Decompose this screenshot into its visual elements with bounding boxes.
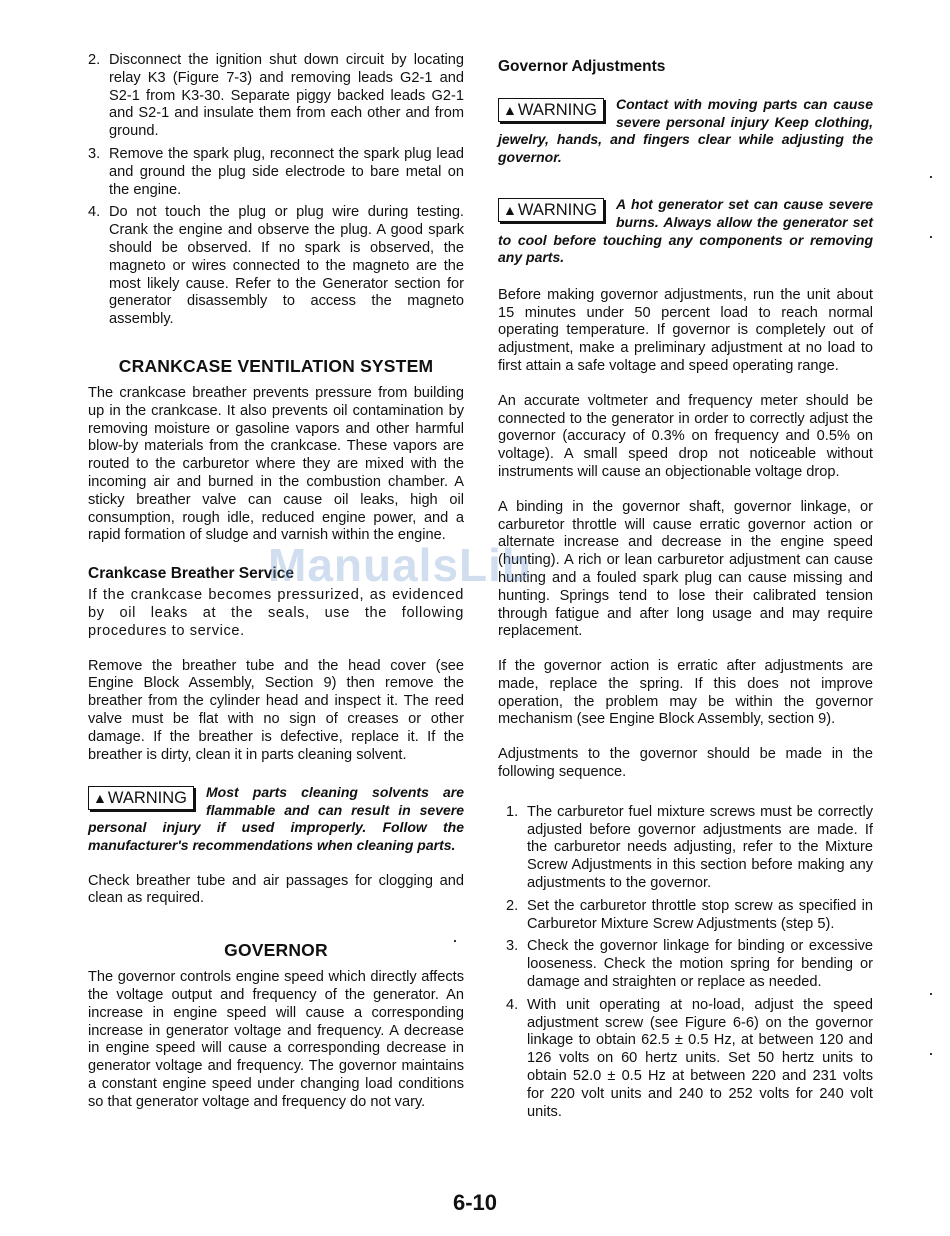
list-item: 4. Do not touch the plug or plug wire during testing. Crank the engine and observe the plug. A good spark should be observed. If no spark is observed, the magneto or wires connected to the magneto are the most likely cause. Refer to the Generator section for generator disassembly to access the magneto assembly.: [88, 204, 464, 328]
right-column: [498, 58, 873, 1126]
warning-badge: ▲WARNING: [498, 198, 604, 222]
adjust-paragraph-1: Before making governor adjustments, run the unit about 15 minutes under 50 percent load to reach normal operating temperature. If governor is completely out of adjustment, make a preliminary adjustment at no load to first attain a safe voltage and speed operating range.: [498, 286, 873, 374]
breather-paragraph-2: Remove the breather tube and the head cover (see Engine Block Assembly, Section 9) then remove the breather from the cylinder head and inspect it. The reed valve must be flat with no sign of creases or other damage. If the breather is defective, replace it. If the breather is dirty, clean it in parts cleaning solvent.: [88, 657, 464, 763]
crankcase-ventilation-heading: CRANKCASE VENTILATION SYSTEM: [118, 355, 434, 376]
scan-speck: [454, 940, 456, 942]
hot-generator-warning: ▲WARNING A hot generator set can cause severe burns. Always allow the generator set to cool before touching any components or removing any parts.: [498, 196, 873, 266]
list-item: 1. The carburetor fuel mixture screws must be correctly adjusted before governor adjustments are made. If the carburetor needs adjusting, refer to the Mixture Screw Adjustments in this section before making any adjustments to the governor.: [506, 803, 873, 892]
solvent-warning: ▲WARNING Most parts cleaning solvents are flammable and can result in severe personal injury if used improperly. Follow the manufacturer's recommendations when cleaning parts.: [88, 784, 464, 854]
governor-heading: GOVERNOR: [224, 940, 328, 961]
warning-triangle-icon: ▲: [503, 202, 517, 219]
scan-speck: [930, 993, 932, 995]
adjust-paragraph-3: A binding in the governor shaft, governor linkage, or carburetor throttle will cause erratic governor action or alternate increase and decrease in the engine speed (hunting). A rich or lean carburetor adjustment can cause hunting and a fouled spark plug can cause missing and hunting. Springs tend to lose their calibrated tension through fatigue and after long usage and may require replacement.: [498, 498, 873, 640]
moving-parts-warning: ▲WARNING Contact with moving parts can cause severe personal injury Keep clothing, jewelry, hands, and fingers clear while adjusting the governor.: [498, 96, 873, 165]
adjust-paragraph-4: If the governor action is erratic after adjustments are made, replace the spring. If this does not improve operation, the problem may be within the governor mechanism (see Engine Block Assembly, section 9).: [498, 658, 873, 728]
breather-paragraph-3: Check breather tube and air passages for clogging and clean as required.: [88, 872, 464, 907]
warning-triangle-icon: ▲: [503, 102, 517, 118]
watermark: ManualsLib: [268, 539, 532, 591]
list-item: 3. Check the governor linkage for binding or excessive looseness. Check the motion spring for bending or damage and straighten or replace as needed.: [506, 938, 873, 991]
scan-speck: [930, 176, 932, 178]
spark-test-steps: [88, 52, 464, 329]
list-item: 4. With unit operating at no-load, adjust the speed adjustment screw (see Figure 6-6) on the governor linkage to obtain 62.5 ± 0.5 Hz, at between 120 and 126 volts on 60 hertz units. Set 50 hertz units to obtain 52.0 ± 0.5 Hz at between 220 and 231 volts for 220 volt units and 240 to 252 volts for 240 volt units.: [506, 996, 873, 1120]
adjust-paragraph-2: An accurate voltmeter and frequency meter should be connected to the generator in order to correctly adjust the governor (accuracy of 0.3% on frequency and 0.5% on voltage). A small speed drop not noticeable without instruments will cause an objectionable voltage drop.: [498, 392, 873, 480]
warning-badge: ▲WARNING: [88, 786, 194, 810]
governor-paragraph: The governor controls engine speed which directly affects the voltage output and frequency of the generator. An increase in engine speed will cause a corresponding increase in generator voltage and frequency. A decrease in engine speed will cause a corresponding decrease in generator voltage and frequency. The governor maintains a constant engine speed under changing load conditions so that generator voltage and frequency do not vary.: [88, 969, 464, 1110]
scan-speck: [930, 236, 932, 238]
page-number: 6-10: [452, 1190, 498, 1215]
list-item: 3. Remove the spark plug, reconnect the spark plug lead and ground the plug side electrode to bare metal on the engine.: [88, 145, 464, 198]
scan-speck: [930, 1053, 932, 1055]
adjust-paragraph-5: Adjustments to the governor should be made in the following sequence.: [498, 746, 873, 781]
warning-triangle-icon: ▲: [93, 790, 107, 807]
list-item: 2. Disconnect the ignition shut down circuit by locating relay K3 (Figure 7-3) and removing leads G2-1 and S2-1 from K3-30. Separate piggy backed leads G2-1 and S2-1 and insulate them from each other and from ground.: [88, 52, 464, 140]
breather-service-heading: Crankcase Breather Service: [88, 565, 294, 583]
governor-adjustments-heading: Governor Adjustments: [498, 58, 666, 75]
breather-paragraph-1: If the crankcase becomes pressurized, as evidenced by oil leaks at the seals, use the following procedures to service.: [88, 587, 464, 639]
list-item: 2. Set the carburetor throttle stop screw as specified in Carburetor Mixture Screw Adjustments (step 5).: [506, 897, 873, 932]
crankcase-paragraph: The crankcase breather prevents pressure from building up in the crankcase. It also prevents oil contamination by removing moisture or gasoline vapors and other harmful blow-by materials from the crankcase. These vapors are routed to the carburetor where they are mixed with the incoming air and burned in the combustion chamber. A sticky breather valve can cause oil leaks, high oil consumption, rough idle, reduced engine power, and a rapid formation of sludge and varnish within the engine.: [88, 384, 464, 544]
warning-badge: ▲WARNING: [498, 98, 604, 122]
governor-steps: [498, 804, 873, 1122]
